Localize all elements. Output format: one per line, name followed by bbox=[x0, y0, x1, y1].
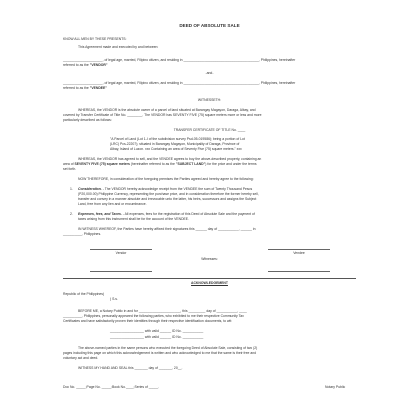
lot-description-line2: (LRC) Pcs-22207); situated in Barangay Magayon, Municipality of Daraga, Province of bbox=[110, 142, 240, 146]
before-me-line1: BEFORE ME, a Notary Public in and for ______________________, this _________ day of ___________, ____ bbox=[78, 309, 247, 313]
witnesseth-heading: WITNESSETH: bbox=[197, 98, 222, 102]
intro-text: This Agreement made and executed by and between: bbox=[78, 45, 159, 49]
whereas2-line1: WHEREAS, the VENDOR has agreed to sell, and the VENDEE agrees to buy the above-described property, containing an bbox=[78, 157, 262, 161]
vendor-party-line2: referred to as the "VENDOR" bbox=[63, 63, 108, 67]
vendor-party-line1: _____________________, of legal age, married, Filipino citizen, and residing in ________________________________________, Philippines, hereinafter bbox=[63, 58, 296, 62]
ss-line: ) S.s. bbox=[110, 297, 118, 301]
above-named-line1: The above-named parties in the same persons who executed the foregoing Deed of Absolute Sale, consisting of two (2) bbox=[78, 346, 258, 350]
vendee-signature-line bbox=[268, 249, 330, 250]
witnesses-heading: Witnesses: bbox=[201, 257, 218, 261]
lot-description-line1: "A Parcel of Land (Lot 1-I of the subdivision survey Psd-05-019586); being a portion of Lot bbox=[110, 137, 245, 141]
now-therefore-text: NOW THEREFORE, in consideration of the foregoing premises the Parties agreed and hereby agree to the following: bbox=[78, 177, 254, 181]
whereas1-line3: particularly described as follows: bbox=[63, 118, 112, 122]
whereas1-line2: covered by Transfer Certificate of Title No. ________. The VENDOR has SEVENTY FIVE (75) square meters more or less and more bbox=[63, 113, 262, 117]
item1-line1: Consideration. - The VENDOR hereby acknowledge receipt from the VENDEE the sum of Twenty Thousand Pesos bbox=[78, 187, 253, 191]
whereas2-line3: set forth. bbox=[63, 167, 77, 171]
doc-page-book-series: Doc No. _____;Page No. _____;Book No.____;Series of _____. bbox=[63, 385, 160, 389]
witness-whereof-line2: __________, Philippines. bbox=[63, 232, 102, 236]
item2-number: 2. bbox=[70, 212, 73, 216]
vendee-party-line1: _____________________, of legal age, married, Filipino citizen, and residing in ________________________________________, Philippines, hereinafter bbox=[63, 81, 296, 85]
vendor-signature-label: Vendor bbox=[115, 251, 127, 255]
item1-line2: (P20,000.00) Philippine Currency, representing the purchase price, and in consideration therefore the former hereby sell, bbox=[78, 192, 259, 196]
acknowledgement-heading: ACKNOWLEDGEMENT bbox=[191, 281, 228, 285]
whereas1-line1: WHEREAS, the VENDOR is the absolute owner of a parcel of land situated at Barangay Magayon, Daraga, Albay, and bbox=[78, 108, 256, 112]
vendee-term: "VENDEE" bbox=[89, 86, 107, 90]
republic-line: Republic of the Philippines) bbox=[63, 292, 105, 296]
item1-number: 1. bbox=[70, 187, 73, 191]
document-title: DEED OF ABSOLUTE SALE bbox=[179, 23, 240, 28]
before-me-line2: __________, Philippines, personally appeared the following parties, who exhibited to me their respective Community Tax bbox=[63, 314, 244, 318]
tct-heading: TRANSFER CERTIFICATE OF TITLE No. ____ bbox=[173, 128, 246, 132]
id-line2: __________________ with valid ______ ID No. ___________ bbox=[110, 335, 204, 339]
vendee-party-line2: referred to as the "VENDEE" bbox=[63, 86, 107, 90]
witness2-signature-line bbox=[268, 271, 330, 272]
item1-line4: Land, free from any lien and or encumbrance. bbox=[78, 202, 147, 206]
witness1-signature-line bbox=[90, 271, 152, 272]
notary-public-label: Notary Public bbox=[325, 385, 346, 389]
witness-whereof-line1: IN WITNESS WHEREOF, the Parties have hereby affixed their signatures this ______ day of ___________, ______ in bbox=[78, 227, 256, 231]
id-line1: __________________ with valid ______ ID No. ___________ bbox=[110, 329, 204, 333]
witness-hand-seal: WITNESS MY HAND AND SEAL this _______ day of _______, 20__. bbox=[78, 366, 183, 370]
salutation: KNOW ALL MEN BY THESE PRESENTS: bbox=[63, 37, 127, 41]
before-me-line3: Certificates and have satisfactorily proven their identities through their respective identification documents, to wit: bbox=[63, 319, 233, 323]
above-named-line2: pages including this page on which this acknowledgement is written and who acknowledged to me that the same is their free and bbox=[63, 351, 257, 355]
item2-line1: Expenses, fees, and Taxes. - All expenses, fees for the registration of this Deed of Absolute Sale and the payment of bbox=[78, 212, 255, 216]
lot-description-line3: Albay, Island of Luzon. xxx Containing an area of Seventy Five (75) square meters." xxx bbox=[110, 147, 242, 151]
vendee-signature-label: Vendee bbox=[293, 251, 305, 255]
item2-line2: taxes arising from this instrument shall be for the account of the VENDEE. bbox=[78, 217, 190, 221]
and-separator: -and- bbox=[205, 71, 214, 75]
section-divider bbox=[63, 278, 356, 279]
whereas2-line2: area of SEVENTY FIVE (75) square meters (hereinafter referred to as the "SUBJECT LAND") for the price and under the terms bbox=[63, 162, 257, 166]
above-named-line3: voluntary act and deed. bbox=[63, 356, 99, 360]
item1-line3: transfer and convey in a manner absolute and irrevocable unto the latter, his heirs, successors and assigns the Subject bbox=[78, 197, 257, 201]
vendor-term: "VENDOR" bbox=[89, 63, 108, 67]
vendor-signature-line bbox=[90, 249, 152, 250]
